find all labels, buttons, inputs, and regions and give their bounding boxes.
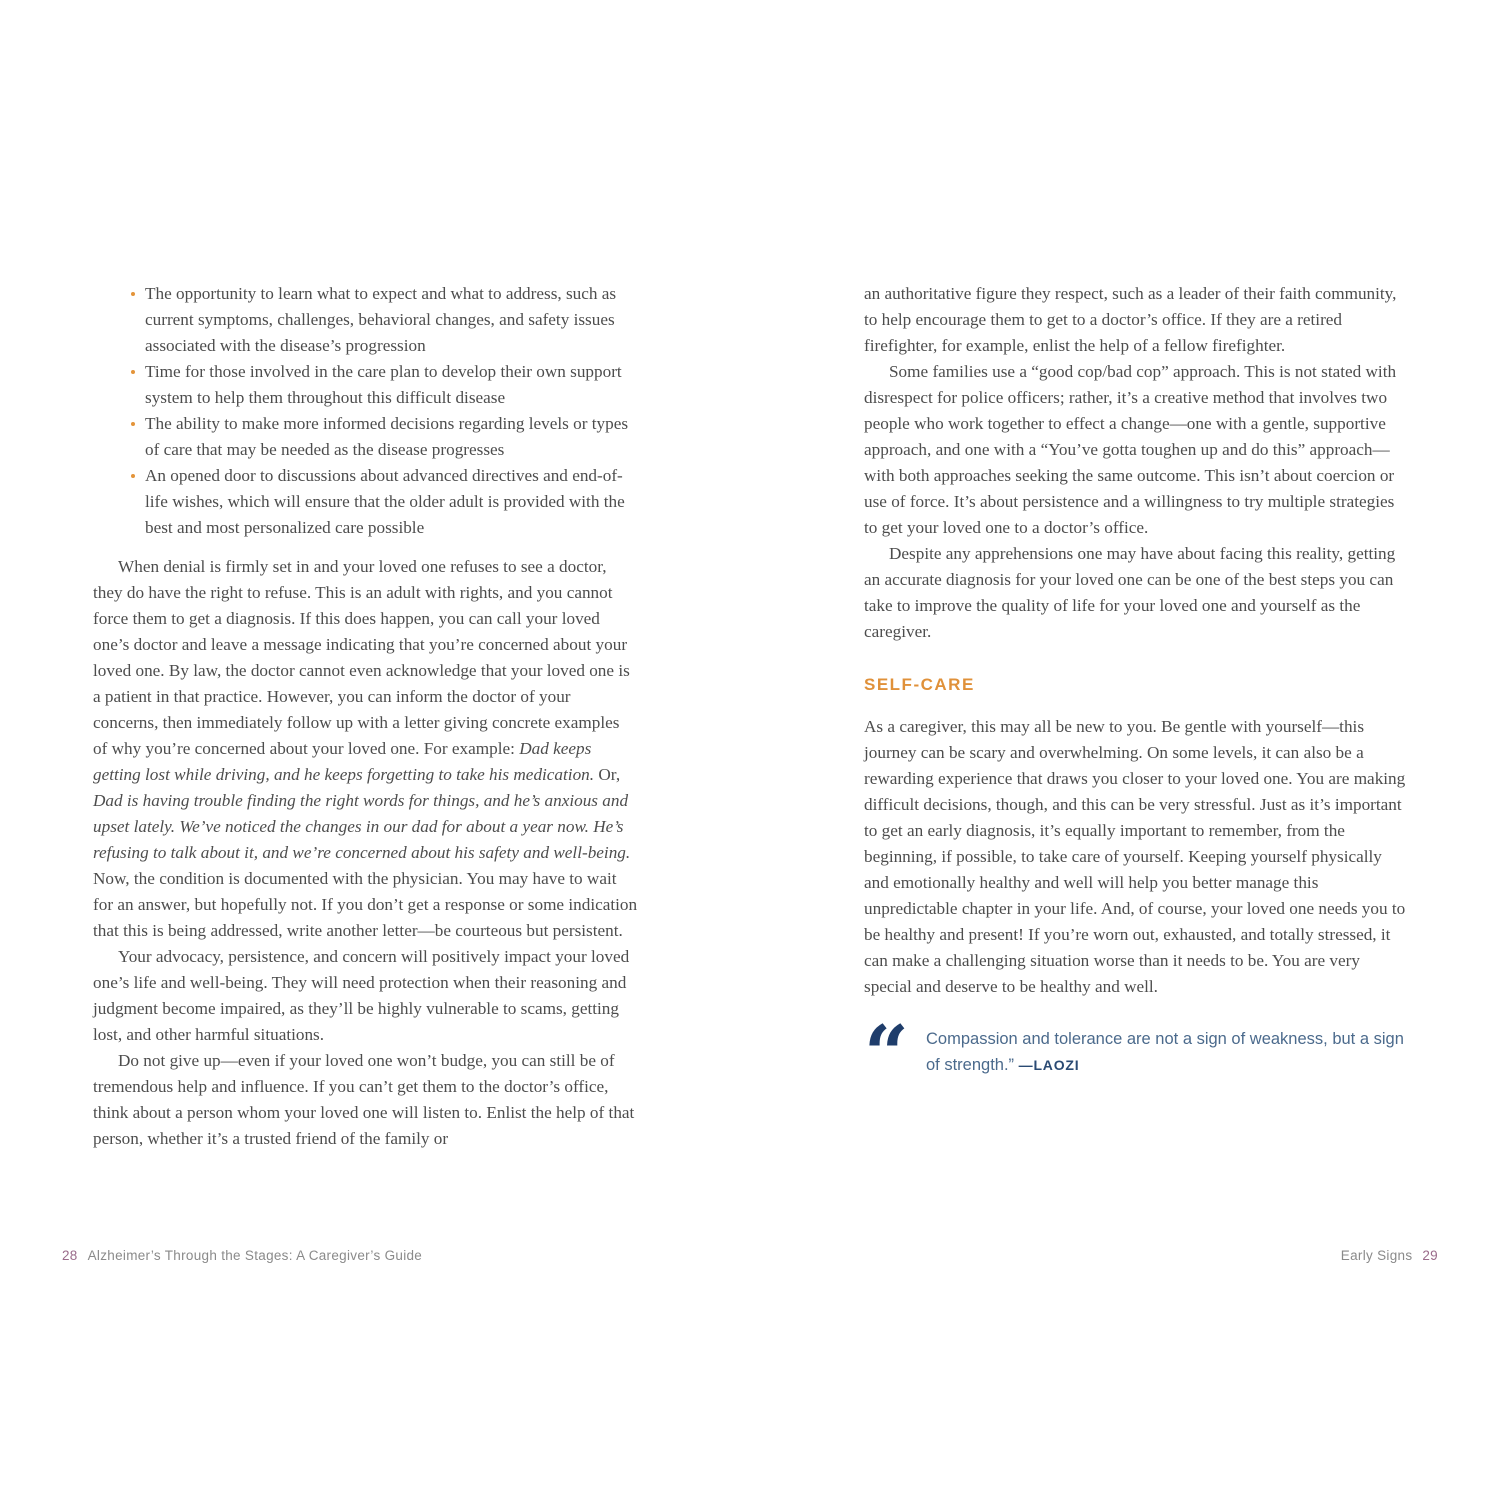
list-item-text: An opened door to discussions about advanced directives and end-of-life wishes, which will ensure that the older adult is provided with the best and most personalized care possible	[145, 466, 625, 537]
left-footer	[62, 1248, 422, 1263]
running-title: Early Signs	[1340, 1248, 1413, 1263]
page-number: 29	[1422, 1248, 1438, 1263]
paragraph-text: When denial is firmly set in and your loved one refuses to see a doctor, they do have the right to refuse. This is an adult with rights, and you cannot force them to get a diagnosis. If this does happen, you can call your loved one’s doctor and leave a message indicating that you’re concerned about your loved one. By law, the doctor cannot even acknowledge that your loved one is a patient in that practice. However, you can inform the doctor of your concerns, then immediately follow up with a letter giving concrete examples of why you’re concerned about your loved one. For example:	[93, 557, 630, 758]
paragraph-text: Now, the condition is documented with the physician. You may have to wait for an answer, but hopefully not. If you don’t get a response or some indication that this is being addressed, write another letter—be courteous but persistent.	[93, 869, 638, 940]
paragraph-self-care: As a caregiver, this may all be new to you. Be gentle with yourself—this journey can be scary and overwhelming. On some levels, it can also be a rewarding experience that draws you closer to your loved one. You are making difficult decisions, though, and this can be very stressful. Just as it’s important to get an early diagnosis, it’s equally important to remember, from the beginning, if possible, to take care of yourself. Keeping yourself physically and emotionally healthy and well will help you better manage this unpredictable chapter in your life. And, of course, your loved one needs you to be healthy and present! If you’re worn out, exhausted, and totally stressed, it can make a challenging situation worse than it needs to be. You are very special and deserve to be healthy and well.	[864, 717, 1406, 996]
bullet-dot-icon	[131, 370, 135, 374]
list-item	[93, 463, 638, 541]
running-title: Alzheimer’s Through the Stages: A Caregiver’s Guide	[87, 1248, 423, 1263]
paragraph-text: Or,	[594, 765, 621, 784]
paragraph-denial	[93, 554, 638, 944]
bullet-dot-icon	[131, 422, 135, 426]
quote-text	[926, 1026, 1409, 1078]
paragraph-diagnosis: Despite any apprehensions one may have about facing this reality, getting an accurate diagnosis for your loved one can be one of the best steps you can take to improve the quality of life for your loved one and yourself as the caregiver.	[864, 544, 1396, 641]
right-page	[750, 0, 1500, 1500]
paragraph-good-cop-bad-cop: Some families use a “good cop/bad cop” approach. This is not stated with disrespect for police officers; rather, it’s a creative method that involves two people who work together to effect a change—one with a gentle, supportive approach, and one with a “You’ve gotta toughen up and do this” approach—with both approaches seeking the same outcome. This isn’t about coercion or use of force. It’s about persistence and a willingness to try multiple strategies to get your loved one to a doctor’s office.	[864, 362, 1397, 537]
paragraph-do-not-give-up: Do not give up—even if your loved one won’t budge, you can still be of tremendous help and influence. If you can’t get them to the doctor’s office, think about a person whom your loved one will listen to. Enlist the help of that person, whether it’s a trusted friend of the family or	[93, 1051, 635, 1148]
list-item-text: The ability to make more informed decisions regarding levels or types of care that may be needed as the disease progresses	[145, 414, 629, 459]
right-text-column	[864, 281, 1409, 1100]
list-item	[93, 281, 638, 359]
bullet-dot-icon	[131, 474, 135, 478]
section-heading: SELF-CARE	[864, 675, 975, 694]
pull-quote	[864, 1009, 1409, 1100]
quote-body: Compassion and tolerance are not a sign of weakness, but a sign of strength.”	[926, 1030, 1404, 1074]
paragraph-continued: an authoritative figure they respect, such as a leader of their faith community, to help encourage them to get to a doctor’s office. If they are a retired firefighter, for example, enlist the help of a fellow firefighter.	[864, 284, 1397, 355]
quote-author: —LAOZI	[1018, 1057, 1080, 1073]
quote-mark-icon: “	[864, 1009, 909, 1100]
page-number: 28	[62, 1248, 78, 1263]
list-item	[93, 411, 638, 463]
list-item-text: Time for those involved in the care plan to develop their own support system to help them throughout this difficult disease	[145, 362, 622, 407]
list-item-text: The opportunity to learn what to expect and what to address, such as current symptoms, challenges, behavioral changes, and safety issues associated with the disease’s progression	[145, 284, 617, 355]
left-text-column	[93, 281, 638, 1152]
example-letter-text: Dad is having trouble finding the right words for things, and he’s anxious and upset lately. We’ve noticed the changes in our dad for about a year now. He’s refusing to talk about it, and we’re concerned about his safety and well-being.	[93, 791, 631, 862]
paragraph-advocacy: Your advocacy, persistence, and concern will positively impact your loved one’s life and well-being. They will need protection when their reasoning and judgment become impaired, as they’ll be highly vulnerable to scams, getting lost, and other harmful situations.	[93, 947, 630, 1044]
list-item	[93, 359, 638, 411]
benefits-list	[93, 281, 638, 541]
right-footer	[1341, 1248, 1438, 1263]
example-letter-text: Dad keeps getting lost while driving, and he keeps forgetting to take his medication.	[93, 739, 595, 784]
bullet-dot-icon	[131, 292, 135, 296]
